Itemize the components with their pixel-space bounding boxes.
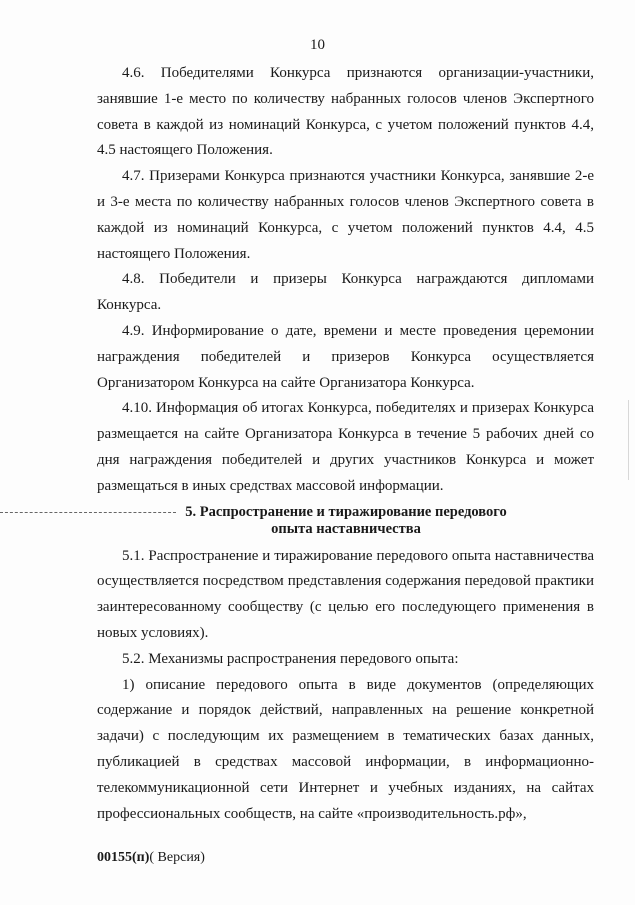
section-heading-line2: опыта наставничества [271,520,421,537]
page-number: 10 [310,37,325,53]
paragraph-5-2-item-1: 1) описание передового опыта в виде документов (определяющих содержание и порядок действий, направленных на решение конкретной задачи) с последующим их размещением в тематических базах данных, публикацией в средствах массовой информации, в информационно-телекоммуникационной сети Интернет и учебных изданиях, на сайтах профессиональных сообществ, на сайте «производительность.рф», [97,676,594,822]
document-code-number: 00155(п) [97,850,150,865]
paragraph-4-8: 4.8. Победители и призеры Конкурса награждаются дипломами Конкурса. [97,271,594,314]
document-code [97,850,205,866]
paragraph-4-6: 4.6. Победителями Конкурса признаются организации-участники, занявшие 1-е место по количеству набранных голосов членов Экспертного совета в каждой из номинаций Конкурса, с учетом положений пунктов 4.4, 4.5 настоящего Положения. [97,65,594,159]
section-heading [97,504,511,538]
paragraph-5-2: 5.2. Механизмы распространения передового опыта: [122,650,459,667]
paragraph-4-7: 4.7. Призерами Конкурса признаются участники Конкурса, занявшие 2-е и 3-е места по количеству набранных голосов членов Экспертного совета в каждой из номинаций Конкурса, с учетом положений пунктов 4.4, 4.5 настоящего Положения. [97,168,594,262]
paragraph-4-10: 4.10. Информация об итогах Конкурса, победителях и призерах Конкурса размещается на сайте Организатора Конкурса в течение 5 рабочих дней со дня награждения победителей и других участников Конкурса и может размещаться в иных средствах массовой информации. [97,400,594,494]
document-code-version: ( Версия) [149,850,205,865]
paragraph-4-9: 4.9. Информирование о дате, времени и месте проведения церемонии награждения победителей и призеров Конкурса осуществляется Организатором Конкурса на сайте Организатора Конкурса. [97,322,594,391]
document-body [97,61,594,827]
section-heading-line1: 5. Распространение и тиражирование передового [185,503,507,520]
paragraph-5-1: 5.1. Распространение и тиражирование передового опыта наставничества осуществляется посредством представления содержания передовой практики заинтересованному сообществу (с целью его последующего применения в новых условиях). [97,547,594,641]
dashed-rule [0,512,176,513]
scan-edge-shadow [628,400,629,480]
